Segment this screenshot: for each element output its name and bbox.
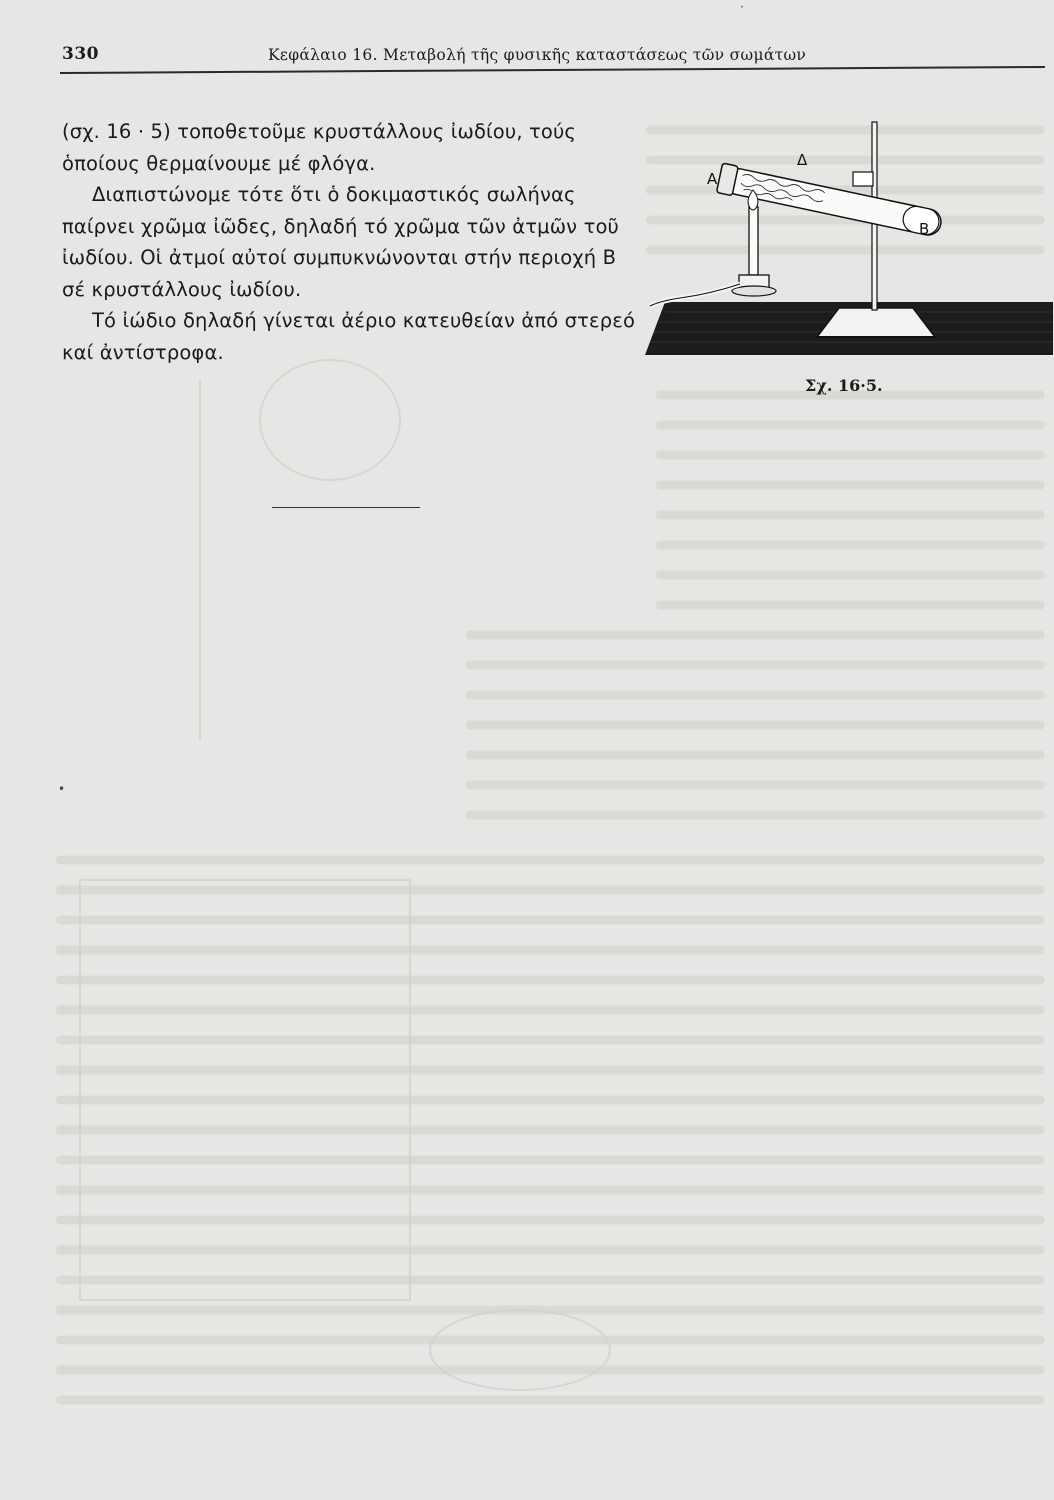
paragraph-1: (σχ. 16 · 5) τοποθετοῦμε κρυστάλλους ἰωδίου, τούς ὁποίους θερμαίνουμε μέ φλόγα.	[62, 120, 577, 175]
header-rule	[60, 66, 1045, 74]
stray-mark: ·	[740, 0, 744, 14]
chapter-title: Κεφάλαιο 16. Μεταβολή τῆς φυσικῆς καταστάσεως τῶν σωμάτων	[268, 46, 807, 64]
stray-mark: •	[58, 782, 66, 796]
figure-caption: Σχ. 16·5.	[805, 376, 883, 395]
paragraph-2: Διαπιστώνομε τότε ὅτι ὁ δοκιμαστικός σωλήνας παίρνει χρῶμα ἰῶδες, δηλαδή τό χρῶμα τῶν ἀτμῶν τοῦ ἰωδίου. Οἱ ἀτμοί αὐτοί συμπυκνώνονται στήν περιοχή Β σέ κρυστάλλους ἰωδίου.	[62, 183, 619, 301]
stand-clamp	[853, 172, 873, 186]
burner-tube	[749, 207, 758, 275]
body-text	[62, 116, 642, 368]
label-a: Α	[707, 170, 718, 188]
label-d: Δ	[797, 151, 808, 169]
page-number: 330	[62, 44, 99, 64]
paragraph-3: Τό ἰώδιο δηλαδή γίνεται ἀέριο κατευθείαν ἀπό στερεό καί ἀντίστροφα.	[62, 309, 636, 364]
label-b: Β	[919, 220, 930, 238]
section-separator	[272, 507, 420, 508]
iodine-sublimation-figure	[645, 112, 1054, 367]
